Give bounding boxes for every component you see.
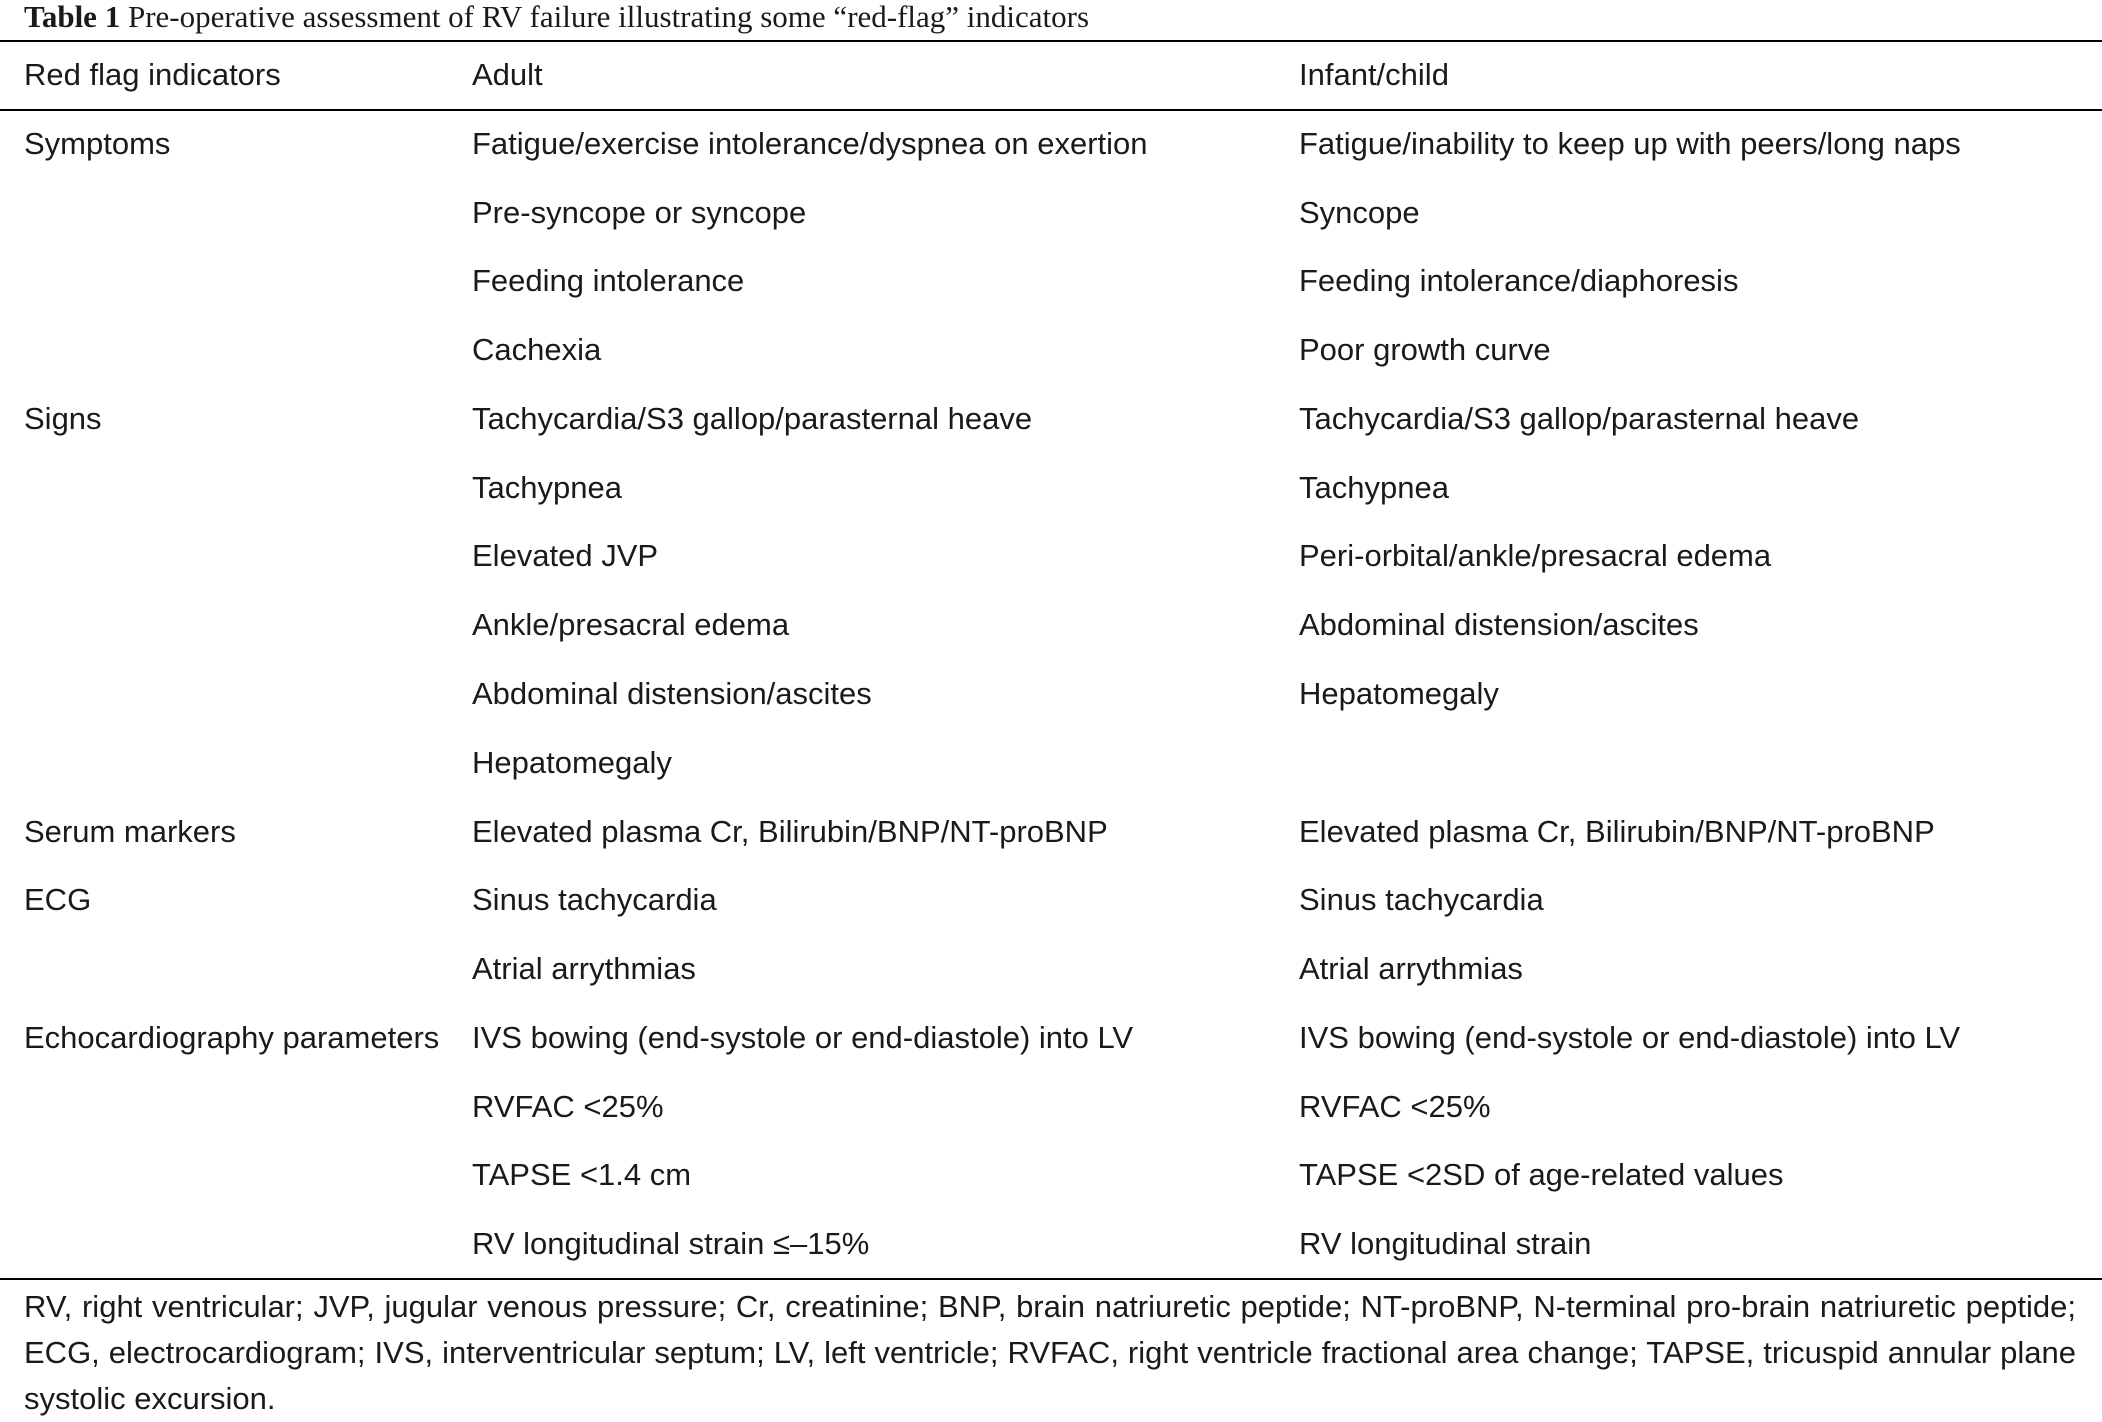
column-header-indicators: Red flag indicators [24,57,281,92]
adult-cell: RVFAC <25% [472,1089,664,1124]
table-caption-text: Pre-operative assessment of RV failure illustrating some “red-flag” indicators [127,0,1090,34]
adult-cell: IVS bowing (end-systole or end-diastole) into LV [472,1020,1134,1055]
child-cell: Syncope [1299,195,1420,230]
child-cell: Tachypnea [1299,470,1449,505]
child-cell: Abdominal distension/ascites [1299,607,1699,642]
adult-cell: Hepatomegaly [472,745,672,780]
column-header-child: Infant/child [1299,57,1449,92]
row-group-label: Symptoms [24,126,171,161]
child-cell: Poor growth curve [1299,332,1551,367]
adult-cell: Tachycardia/S3 gallop/parasternal heave [472,401,1033,436]
bottom-rule [0,1278,2102,1280]
child-cell: RVFAC <25% [1299,1089,1491,1124]
adult-cell: Pre-syncope or syncope [472,195,807,230]
child-cell: Atrial arrythmias [1299,951,1523,986]
header-rule [0,109,2102,111]
adult-cell: Fatigue/exercise intolerance/dyspnea on exertion [472,126,1148,161]
column-header-adult: Adult [472,57,543,92]
child-cell: Peri-orbital/ankle/presacral edema [1299,538,1772,573]
adult-cell: Sinus tachycardia [472,882,717,917]
adult-cell: Ankle/presacral edema [472,607,790,642]
child-cell: IVS bowing (end-systole or end-diastole) into LV [1299,1020,1961,1055]
adult-cell: Feeding intolerance [472,263,745,298]
adult-cell: TAPSE <1.4 cm [472,1157,692,1192]
child-cell: TAPSE <2SD of age-related values [1299,1157,1784,1192]
top-rule [0,40,2102,42]
adult-cell: Cachexia [472,332,602,367]
adult-cell: RV longitudinal strain ≤–15% [472,1226,870,1261]
row-group-label: Signs [24,401,102,436]
adult-cell: Abdominal distension/ascites [472,676,872,711]
adult-cell: Atrial arrythmias [472,951,696,986]
table-footnote: RV, right ventricular; JVP, jugular venous pressure; Cr, creatinine; BNP, brain natriuretic peptide; NT-proBNP, N-terminal pro-brain natriuretic peptide; ECG, electrocardiogram; IVS, interventricular septum; LV, left ventricle; RVFAC, right ventricle fractional area change; TAPSE, tricuspid annular plane systolic excursion. [24,1289,2076,1416]
child-cell: Tachycardia/S3 gallop/parasternal heave [1299,401,1860,436]
table-caption-label: Table 1 [24,0,121,34]
row-group-label: Echocardiography parameters [24,1020,440,1055]
table-caption [24,0,1089,38]
child-cell: Hepatomegaly [1299,676,1499,711]
row-group-label: ECG [24,882,92,917]
child-cell: Fatigue/inability to keep up with peers/long naps [1299,126,1961,161]
child-cell: Feeding intolerance/diaphoresis [1299,263,1739,298]
child-cell: Elevated plasma Cr, Bilirubin/BNP/NT-proBNP [1299,814,1935,849]
adult-cell: Tachypnea [472,470,622,505]
child-cell: RV longitudinal strain [1299,1226,1592,1261]
child-cell: Sinus tachycardia [1299,882,1544,917]
row-group-label: Serum markers [24,814,236,849]
adult-cell: Elevated plasma Cr, Bilirubin/BNP/NT-proBNP [472,814,1108,849]
adult-cell: Elevated JVP [472,538,659,573]
